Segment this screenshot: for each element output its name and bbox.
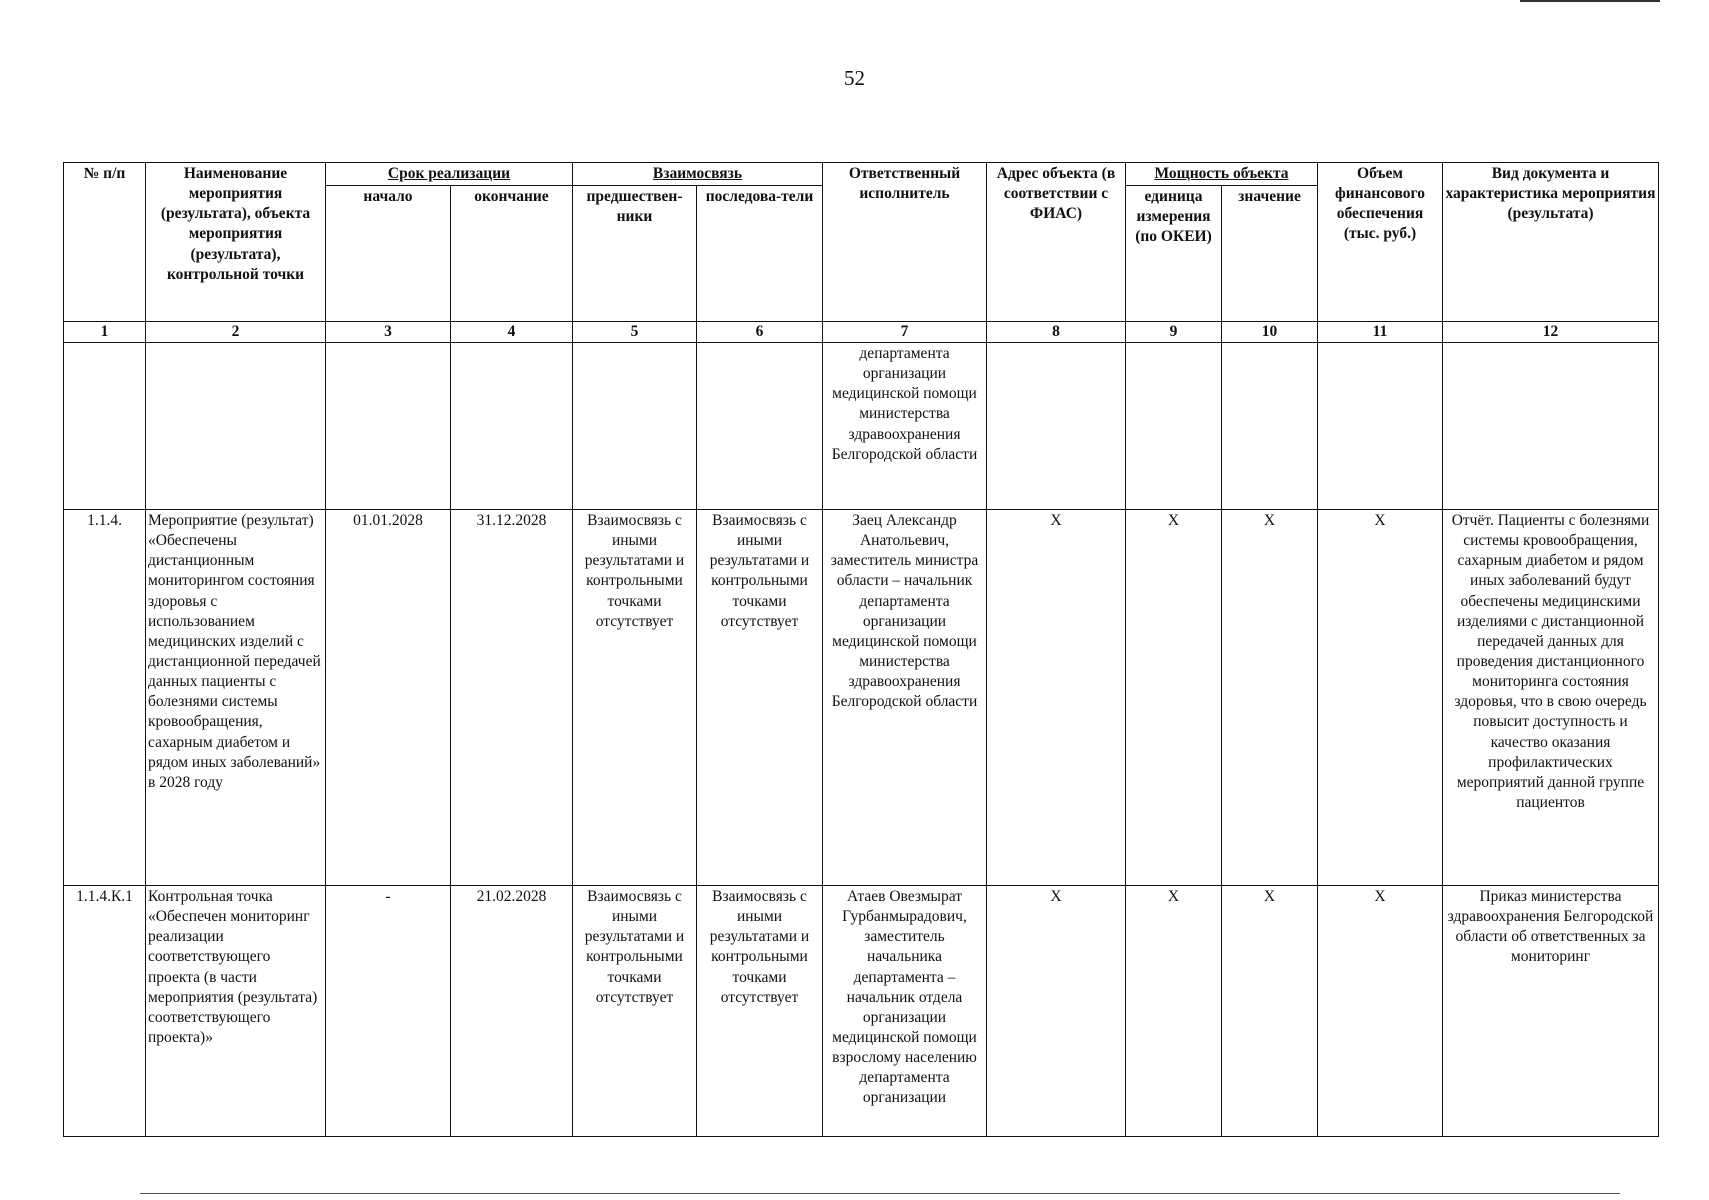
bottom-edge-line — [140, 1193, 1620, 1194]
col-number: 8 — [987, 322, 1126, 343]
row-start: 01.01.2028 — [326, 509, 451, 885]
header-predecessors: предшествен-ники — [573, 186, 697, 322]
row-predecessors — [573, 342, 697, 509]
header-document: Вид документа и характеристика мероприятия (результата) — [1443, 163, 1659, 322]
col-number: 12 — [1443, 322, 1659, 343]
col-number: 4 — [451, 322, 573, 343]
col-number: 3 — [326, 322, 451, 343]
row-end: 31.12.2028 — [451, 509, 573, 885]
header-successors: последова-тели — [697, 186, 823, 322]
row-address — [987, 342, 1126, 509]
row-unit: Х — [1126, 509, 1222, 885]
row-responsible: департамента организации медицинской помощи министерства здравоохранения Белгородской области — [823, 342, 987, 509]
row-start: - — [326, 885, 451, 1136]
header-finance: Объем финансового обеспечения (тыс. руб.) — [1318, 163, 1443, 322]
row-finance — [1318, 342, 1443, 509]
col-number: 6 — [697, 322, 823, 343]
row-address: Х — [987, 509, 1126, 885]
header-end: окончание — [451, 186, 573, 322]
row-finance: Х — [1318, 509, 1443, 885]
row-responsible: Заец Александр Анатольевич, заместитель министра области – начальник департамента организации медицинской помощи министерства здравоохранения Белгородской области — [823, 509, 987, 885]
col-number: 9 — [1126, 322, 1222, 343]
row-number: 1.1.4.К.1 — [64, 885, 146, 1136]
row-name — [146, 342, 326, 509]
row-document — [1443, 342, 1659, 509]
row-predecessors: Взаимосвязь с иными результатами и контрольными точками отсутствует — [573, 509, 697, 885]
page-number: 52 — [844, 66, 865, 90]
row-value: Х — [1222, 885, 1318, 1136]
top-edge-line — [1520, 0, 1660, 2]
row-document: Приказ министерства здравоохранения Белгородской области об ответственных за мониторинг — [1443, 885, 1659, 1136]
column-numbers-row — [64, 322, 1659, 343]
header-unit: единица измерения (по ОКЕИ) — [1126, 186, 1222, 322]
header-start: начало — [326, 186, 451, 322]
row-value: Х — [1222, 509, 1318, 885]
row-predecessors: Взаимосвязь с иными результатами и контрольными точками отсутствует — [573, 885, 697, 1136]
row-name: Контрольная точка «Обеспечен мониторинг реализации соответствующего проекта (в части мероприятия (результата) соответствующего проекта)» — [146, 885, 326, 1136]
col-number: 2 — [146, 322, 326, 343]
header-number: № п/п — [64, 163, 146, 322]
header-relation: Взаимосвязь — [573, 163, 823, 186]
row-number — [64, 342, 146, 509]
row-start — [326, 342, 451, 509]
row-end: 21.02.2028 — [451, 885, 573, 1136]
header-capacity: Мощность объекта — [1126, 163, 1318, 186]
col-number: 11 — [1318, 322, 1443, 343]
row-responsible: Атаев Овезмырат Гурбанмырадович, заместитель начальника департамента – начальник отдела организации медицинской помощи взрослому населению департамента организации — [823, 885, 987, 1136]
col-number: 1 — [64, 322, 146, 343]
row-finance: Х — [1318, 885, 1443, 1136]
header-name: Наименование мероприятия (результата), объекта мероприятия (результата), контрольной точки — [146, 163, 326, 322]
table-row — [64, 509, 1659, 885]
table-row — [64, 342, 1659, 509]
col-number: 10 — [1222, 322, 1318, 343]
col-number: 5 — [573, 322, 697, 343]
header-period: Срок реализации — [326, 163, 573, 186]
table-row — [64, 885, 1659, 1136]
header-address: Адрес объекта (в соответствии с ФИАС) — [987, 163, 1126, 322]
row-document: Отчёт. Пациенты с болезнями системы кровообращения, сахарным диабетом и рядом иных заболеваний будут обеспечены медицинскими изделиями с дистанционной передачей данных для проведения дистанционного мониторинга состояния здоровья, что в свою очередь повысит доступность и качество оказания профилактических мероприятий данной группе пациентов — [1443, 509, 1659, 885]
header-value: значение — [1222, 186, 1318, 322]
row-address: Х — [987, 885, 1126, 1136]
row-name: Мероприятие (результат) «Обеспечены дистанционным мониторингом состояния здоровья с использованием медицинских изделий с дистанционной передачей данных пациенты с болезнями системы кровообращения, сахарным диабетом и рядом иных заболеваний» в 2028 году — [146, 509, 326, 885]
header-responsible: Ответственный исполнитель — [823, 163, 987, 322]
col-number: 7 — [823, 322, 987, 343]
row-successors — [697, 342, 823, 509]
row-end — [451, 342, 573, 509]
row-successors: Взаимосвязь с иными результатами и контрольными точками отсутствует — [697, 885, 823, 1136]
row-value — [1222, 342, 1318, 509]
row-unit: Х — [1126, 885, 1222, 1136]
plan-table — [63, 162, 1659, 1137]
row-successors: Взаимосвязь с иными результатами и контрольными точками отсутствует — [697, 509, 823, 885]
row-number: 1.1.4. — [64, 509, 146, 885]
row-unit — [1126, 342, 1222, 509]
